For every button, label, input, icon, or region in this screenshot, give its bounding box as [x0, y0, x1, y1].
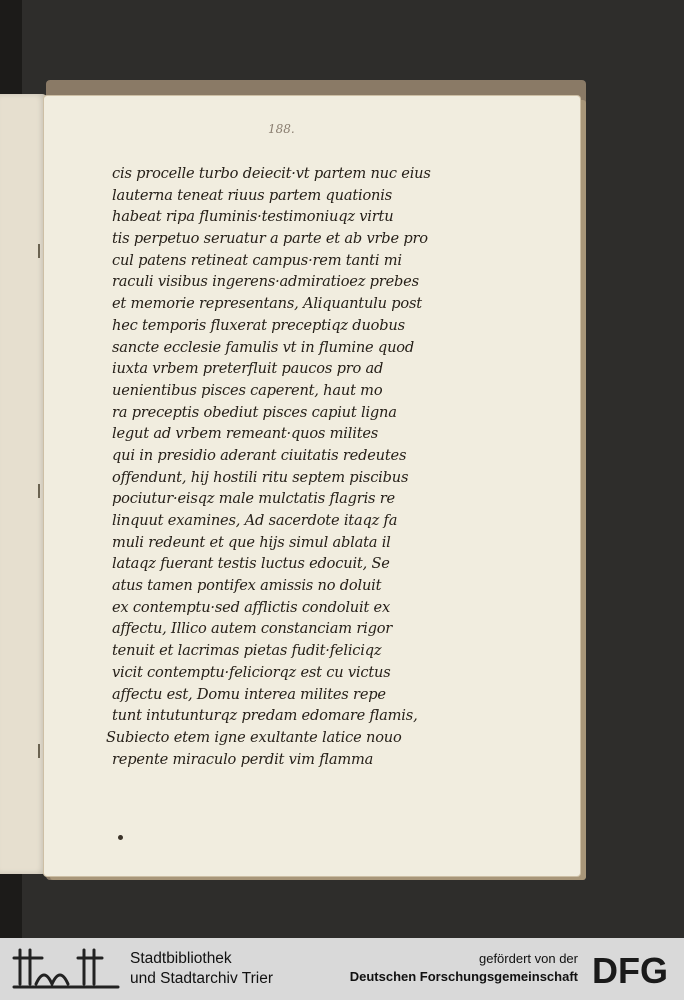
manuscript-line: lauterna teneat riuus partem quationis: [112, 186, 393, 204]
manuscript-line: sancte ecclesie famulis vt in flumine quod: [112, 338, 414, 356]
folio-number: 188.: [268, 122, 295, 136]
dfg-logo-text: DFG: [592, 950, 668, 990]
manuscript-line: cis procelle turbo deiecit·vt partem nuc eius: [112, 165, 431, 182]
manuscript-line: offendunt, hij hostili ritu septem piscibus: [112, 468, 409, 486]
manuscript-line: affectu est, Domu interea milites repe: [112, 685, 386, 703]
manuscript-line: linquut examines, Ad sacerdote itaqz fa: [112, 512, 398, 529]
binding-stitch: [38, 484, 40, 498]
manuscript-line: atus tamen pontifex amissis no doluit: [112, 577, 382, 595]
library-name-line1: Stadtbibliothek: [130, 950, 232, 967]
manuscript-line: vicit contemptu·feliciorqz est cu victus: [112, 663, 391, 681]
manuscript-line: Subiecto etem igne exultante latice nouo: [106, 728, 402, 746]
manuscript-line: tis perpetuo seruatur a parte et ab vrbe pro: [112, 230, 428, 248]
manuscript-line: repente miraculo perdit vim flamma: [112, 750, 374, 768]
funding-line2: Deutschen Forschungsgemeinschaft: [349, 969, 578, 984]
manuscript-line: hec temporis fluxerat preceptiqz duobus: [112, 316, 405, 334]
manuscript-line: iuxta vrbem preterfluit paucos pro ad: [112, 360, 384, 378]
manuscript-line: ex contemptu·sed afflictis condoluit ex: [112, 598, 391, 616]
manuscript-line: lataqz fuerant testis luctus edocuit, Se: [112, 555, 390, 573]
manuscript-line: affectu, Illico autem constanciam rigor: [112, 620, 393, 638]
library-name-line2: und Stadtarchiv Trier: [130, 970, 274, 987]
funding-line1: gefördert von der: [478, 951, 578, 966]
binding-stitch: [38, 244, 40, 258]
manuscript-line: tenuit et lacrimas pietas fudit·feliciqz: [112, 642, 382, 660]
manuscript-line: pociutur·eisqz male mulctatis flagris re: [112, 490, 395, 508]
manuscript-line: qui in presidio aderant ciuitatis redeutes: [112, 446, 407, 464]
manuscript-line: ra preceptis obediut pisces capiut ligna: [112, 403, 397, 421]
manuscript-line: raculi visibus ingerens·admiratioez prebes: [112, 273, 419, 291]
binding-stitch: [38, 744, 40, 758]
manuscript-line: muli redeunt et que hijs simul ablata il: [112, 533, 391, 551]
ink-dot: [118, 835, 123, 840]
funding-note: [350, 950, 578, 986]
dfg-logo-icon: [584, 950, 676, 990]
manuscript-line: cul patens retineat campus·rem tanti mi: [112, 251, 402, 269]
manuscript-line: tunt intutunturqz predam edomare flamis,: [112, 707, 418, 725]
library-name: [130, 949, 273, 989]
manuscript-text-block: [106, 163, 492, 770]
facing-page-left: [0, 94, 48, 874]
manuscript-line: habeat ripa fluminis·testimoniuqz virtu: [112, 208, 394, 226]
manuscript-line: et memorie representans, Aliquantulu post: [112, 295, 422, 313]
manuscript-line: uenientibus pisces caperent, haut mo: [112, 381, 383, 399]
stadtbibliothek-logo-icon: [12, 946, 122, 992]
manuscript-line: legut ad vrbem remeant·quos milites: [112, 425, 379, 443]
